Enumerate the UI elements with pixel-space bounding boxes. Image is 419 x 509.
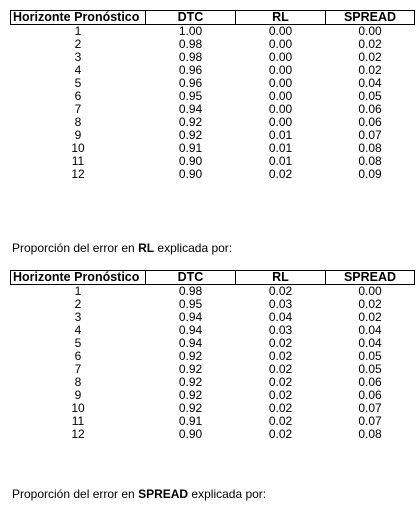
spread-cell: 0.06	[358, 388, 382, 402]
header-dtc: DTC	[146, 271, 236, 285]
table-row	[11, 38, 415, 51]
table-row	[11, 428, 415, 441]
table-row	[11, 311, 415, 324]
caption-prefix: Proporción del error en	[12, 487, 139, 501]
horizonte-cell: 10	[71, 401, 85, 415]
rl-cell: 0.01	[268, 154, 293, 168]
dtc-cell: 0.92	[178, 349, 203, 363]
rl-cell: 0.02	[268, 375, 293, 389]
horizonte-cell: 12	[71, 427, 85, 441]
table-row	[11, 64, 415, 77]
dtc-cell: 0.94	[178, 310, 203, 324]
rl-cell: 0.02	[268, 414, 293, 428]
header-spread: SPREAD	[326, 271, 415, 285]
dtc-cell: 0.95	[178, 297, 203, 311]
rl-cell: 0.03	[268, 323, 293, 337]
horizonte-cell: 9	[74, 388, 82, 402]
spread-cell: 0.02	[358, 63, 382, 77]
table-row	[11, 298, 415, 311]
table-row	[11, 324, 415, 337]
spread-cell: 0.05	[358, 362, 382, 376]
horizonte-cell: 6	[74, 89, 82, 103]
horizonte-cell: 9	[74, 128, 82, 142]
spread-cell: 0.05	[358, 349, 382, 363]
caption-suffix: explicada por:	[154, 241, 233, 255]
spread-cell: 0.07	[358, 401, 382, 415]
table-row	[11, 376, 415, 389]
horizonte-cell: 1	[74, 284, 82, 298]
horizonte-cell: 4	[74, 63, 82, 77]
spread-cell: 0.02	[358, 297, 382, 311]
spread-cell: 0.02	[358, 310, 382, 324]
spread-cell: 0.04	[358, 323, 382, 337]
rl-cell: 0.02	[268, 427, 293, 441]
spread-cell: 0.04	[358, 336, 382, 350]
header-rl: RL	[236, 11, 326, 25]
dtc-cell: 0.98	[178, 50, 203, 64]
horizonte-cell: 2	[74, 297, 82, 311]
spread-cell: 0.09	[358, 167, 382, 181]
horizonte-cell: 2	[74, 37, 82, 51]
rl-cell: 0.00	[268, 37, 293, 51]
rl-cell: 0.02	[268, 349, 293, 363]
table-row	[11, 168, 415, 181]
dtc-cell: 0.94	[178, 323, 203, 337]
rl-cell: 0.02	[268, 336, 293, 350]
dtc-cell: 0.92	[178, 388, 203, 402]
spread-cell: 0.06	[358, 115, 382, 129]
table-header-row	[11, 271, 415, 285]
table-row	[11, 90, 415, 103]
dtc-cell: 0.91	[178, 414, 203, 428]
rl-cell: 0.02	[268, 362, 293, 376]
rl-cell: 0.02	[268, 401, 293, 415]
spread-cell: 0.06	[358, 102, 382, 116]
dtc-cell: 0.98	[178, 284, 203, 298]
dtc-cell: 0.96	[178, 63, 203, 77]
spread-cell: 0.00	[358, 284, 382, 298]
spread-cell: 0.02	[358, 37, 382, 51]
spread-cell: 0.05	[358, 89, 382, 103]
spread-cell: 0.08	[358, 141, 382, 155]
dtc-cell: 0.94	[178, 102, 203, 116]
table-header-row	[11, 11, 415, 25]
table-row	[11, 77, 415, 90]
rl-cell: 0.00	[268, 89, 293, 103]
spread-cell: 0.08	[358, 427, 382, 441]
horizonte-cell: 8	[74, 375, 82, 389]
dtc-cell: 0.92	[178, 375, 203, 389]
variance-table-2	[10, 270, 415, 441]
spread-cell: 0.00	[358, 24, 382, 38]
horizonte-cell: 8	[74, 115, 82, 129]
horizonte-cell: 3	[74, 50, 82, 64]
header-spread: SPREAD	[326, 11, 415, 25]
header-dtc: DTC	[146, 11, 236, 25]
horizonte-cell: 12	[71, 167, 85, 181]
rl-cell: 0.00	[268, 50, 293, 64]
spread-cell: 0.06	[358, 375, 382, 389]
dtc-cell: 0.92	[178, 362, 203, 376]
horizonte-cell: 10	[71, 141, 85, 155]
dtc-cell: 0.92	[178, 401, 203, 415]
rl-cell: 0.02	[268, 284, 293, 298]
horizonte-cell: 6	[74, 349, 82, 363]
rl-cell: 0.00	[268, 76, 293, 90]
rl-cell: 0.01	[268, 128, 293, 142]
table-row	[11, 116, 415, 129]
dtc-cell: 0.90	[178, 154, 203, 168]
table-row	[11, 51, 415, 64]
table-row	[11, 25, 415, 39]
caption-variable: SPREAD	[138, 487, 189, 501]
spread-cell: 0.08	[358, 154, 382, 168]
dtc-cell: 0.98	[178, 37, 203, 51]
rl-cell: 0.02	[268, 388, 293, 402]
rl-cell: 0.03	[268, 297, 293, 311]
spread-cell: 0.04	[358, 76, 382, 90]
dtc-cell: 0.92	[178, 115, 203, 129]
table-row	[11, 350, 415, 363]
spread-cell: 0.02	[358, 50, 382, 64]
horizonte-cell: 5	[74, 336, 82, 350]
horizonte-cell: 11	[71, 414, 85, 428]
horizonte-cell: 7	[74, 362, 82, 376]
dtc-cell: 0.94	[178, 336, 203, 350]
caption-prefix: Proporción del error en	[12, 241, 139, 255]
dtc-cell: 0.90	[178, 167, 203, 181]
dtc-cell: 0.91	[178, 141, 203, 155]
caption-variable: RL	[138, 241, 155, 255]
dtc-cell: 0.95	[178, 89, 203, 103]
horizonte-cell: 7	[74, 102, 82, 116]
horizonte-cell: 1	[74, 24, 82, 38]
variance-table-1	[10, 10, 415, 181]
horizonte-cell: 5	[74, 76, 82, 90]
rl-cell: 0.00	[268, 63, 293, 77]
rl-cell: 0.00	[268, 115, 293, 129]
dtc-cell: 1.00	[178, 24, 203, 38]
rl-cell: 0.00	[268, 102, 293, 116]
horizonte-cell: 11	[71, 154, 85, 168]
header-horizonte: Horizonte Pronóstico	[11, 271, 146, 285]
rl-cell: 0.02	[268, 167, 293, 181]
horizonte-cell: 3	[74, 310, 82, 324]
spread-cell: 0.07	[358, 414, 382, 428]
caption-suffix: explicada por:	[188, 487, 267, 501]
table-row	[11, 363, 415, 376]
header-rl: RL	[236, 271, 326, 285]
dtc-cell: 0.96	[178, 76, 203, 90]
spread-cell: 0.07	[358, 128, 382, 142]
header-horizonte: Horizonte Pronóstico	[11, 11, 146, 25]
caption-spread	[12, 487, 266, 501]
table-row	[11, 285, 415, 299]
dtc-cell: 0.90	[178, 427, 203, 441]
dtc-cell: 0.92	[178, 128, 203, 142]
horizonte-cell: 4	[74, 323, 82, 337]
rl-cell: 0.01	[268, 141, 293, 155]
table-row	[11, 103, 415, 116]
table-row	[11, 337, 415, 350]
rl-cell: 0.04	[268, 310, 293, 324]
caption-rl	[12, 241, 232, 255]
rl-cell: 0.00	[268, 24, 293, 38]
